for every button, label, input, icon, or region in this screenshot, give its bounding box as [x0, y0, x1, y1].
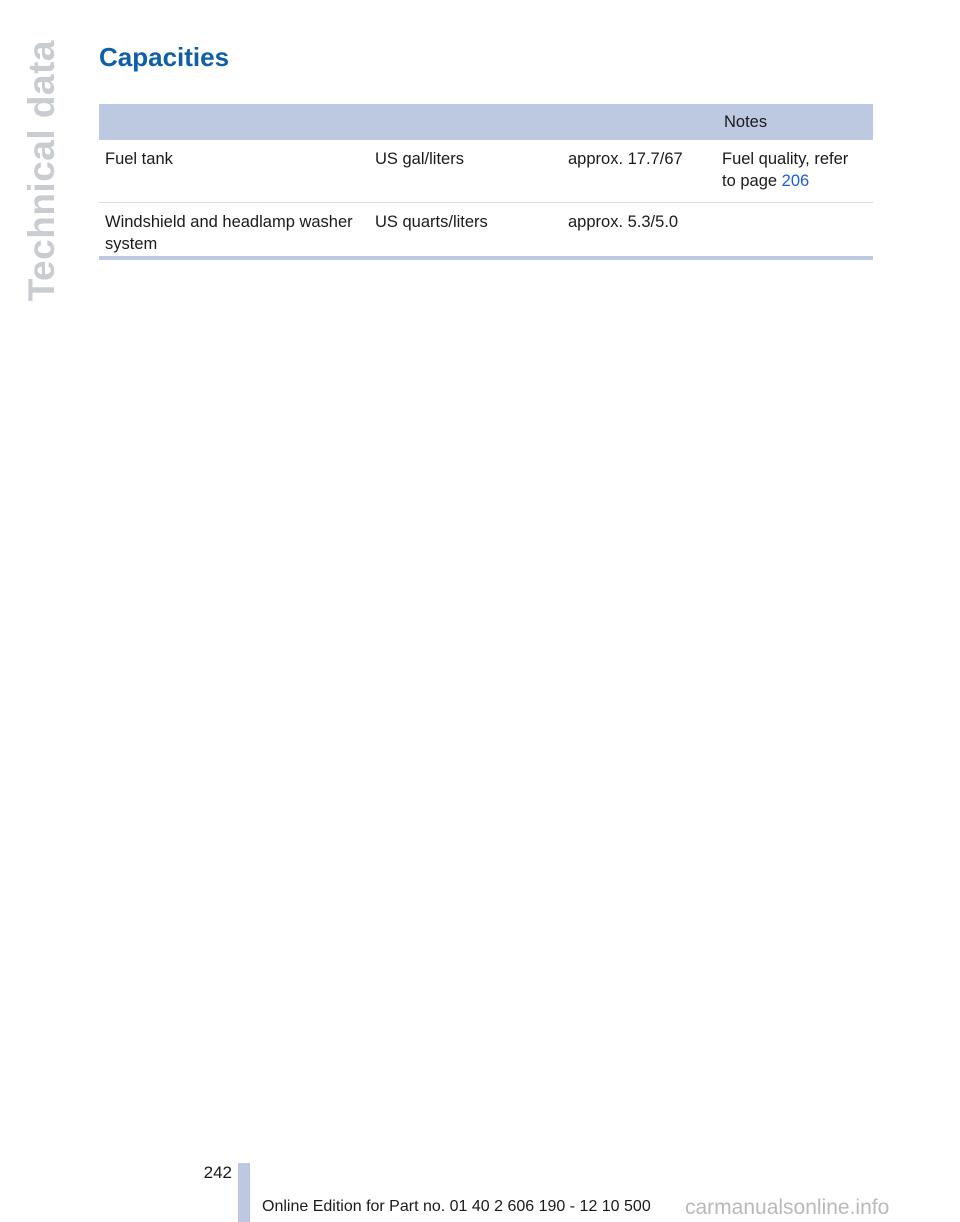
table-bottom-rule	[99, 256, 873, 260]
cell-value: approx. 17.7/67	[562, 140, 716, 203]
capacities-table	[99, 104, 873, 269]
footer-edition: Online Edition for Part no. 01 40 2 606 190 - 12 10 500	[262, 1198, 651, 1215]
cell-note	[716, 140, 873, 203]
side-tab-label: Technical data	[21, 40, 62, 302]
cell-value: approx. 5.3/5.0	[568, 213, 679, 231]
watermark: carmanualsonline.info	[685, 1196, 890, 1219]
header-cell	[562, 104, 716, 140]
header-notes: Notes	[716, 104, 873, 140]
cell-unit: US gal/liters	[369, 140, 562, 203]
page-reference-link[interactable]: 206	[781, 172, 810, 190]
cell-unit: US quarts/liters	[375, 213, 488, 231]
side-tab-section	[22, 40, 62, 320]
cell-item: Fuel tank	[99, 140, 369, 203]
footer-bar	[238, 1163, 250, 1222]
cell-item: Windshield and headlamp washer system	[105, 213, 353, 253]
header-cell	[99, 104, 369, 140]
header-cell	[369, 104, 562, 140]
note-text: Fuel quality, refer to page	[722, 150, 849, 190]
table-header-row	[99, 104, 873, 140]
page-number: 242	[203, 1163, 232, 1182]
table-row	[99, 140, 873, 203]
page-title: Capacities	[99, 42, 230, 72]
